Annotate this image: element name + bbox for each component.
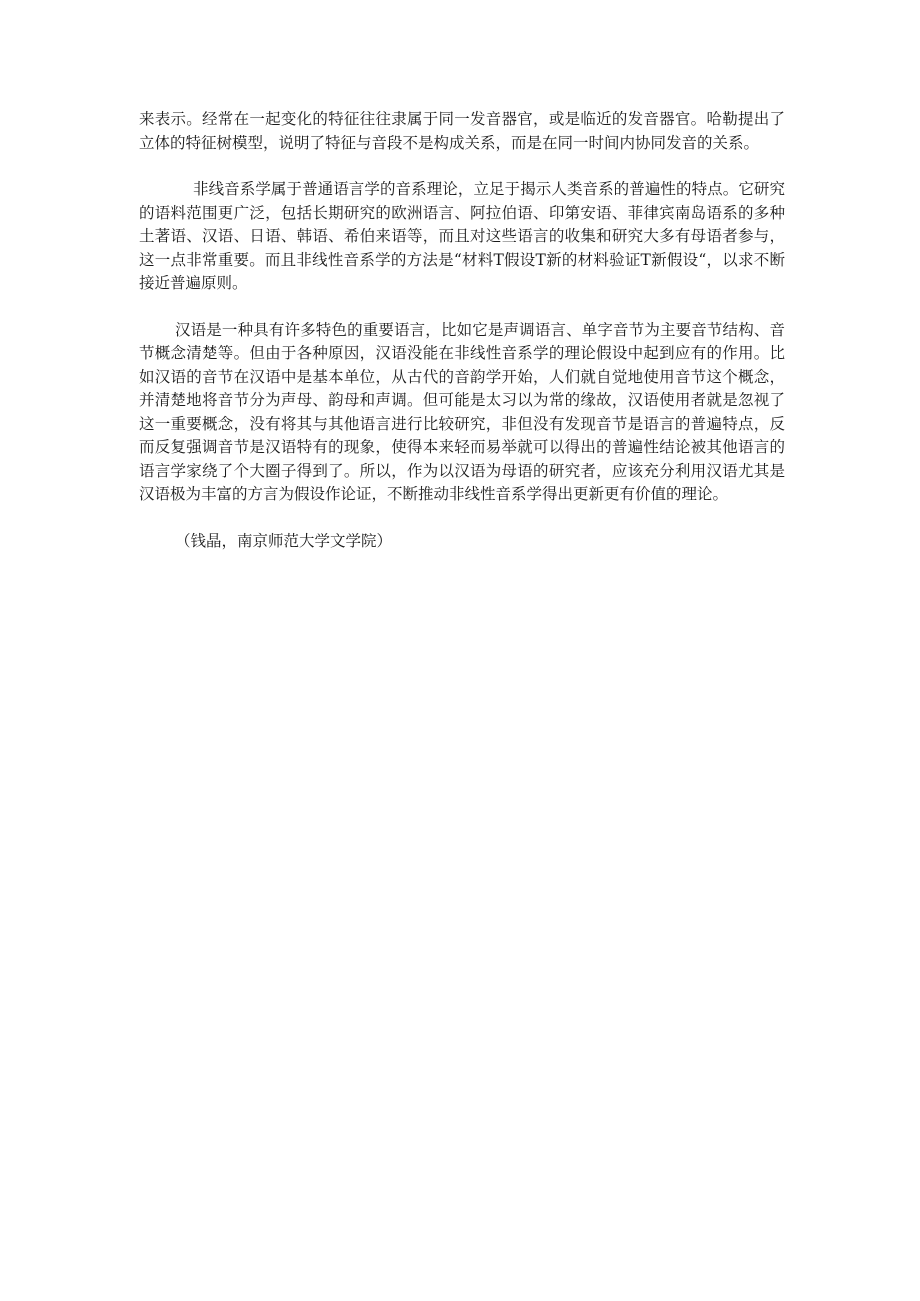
paragraph-3: 汉语是一种具有许多特色的重要语言，比如它是声调语言、单字音节为主要音节结构、音节概念清楚等。但由于各种原因，汉语没能在非线性音系学的理论假设中起到应有的作用。比如汉语的音节在汉语中是基本单位，从古代的音韵学开始，人们就自觉地使用音节这个概念，并清楚地将音节分为声母、韵母和声调。但可能是太习以为常的缘故，汉语使用者就是忽视了这一重要概念，没有将其与其他语言进行比较研究，非但没有发现音节是语言的普遍特点，反而反复强调音节是汉语特有的现象，使得本来轻而易举就可以得出的普遍性结论被其他语言的语言学家绕了个大圈子得到了。所以，作为以汉语为母语的研究者，应该充分利用汉语尤其是汉语极为丰富的方言为假设作论证，不断推动非线性音系学得出更新更有价值的理论。 [139, 320, 785, 503]
paragraph-1: 来表示。经常在一起变化的特征往往隶属于同一发音器官，或是临近的发音器官。哈勒提出了立体的特征树模型，说明了特征与音段不是构成关系，而是在同一时间内协同发音的关系。 [139, 110, 785, 152]
paragraph-2: 非线音系学属于普通语言学的音系理论，立足于揭示人类音系的普遍性的特点。它研究的语料范围更广泛，包括长期研究的欧洲语言、阿拉伯语、印第安语、菲律宾南岛语系的多种土著语、汉语、日语、韩语、希伯来语等，而且对这些语言的收集和研究大多有母语者参与，这一点非常重要。而且非线性音系学的方法是“材料T假设T新的材料验证T新假设“，以求不断接近普遍原则。 [139, 180, 785, 292]
document-body [139, 108, 785, 553]
author-attribution: （钱晶，南京师范大学文学院） [175, 531, 393, 550]
